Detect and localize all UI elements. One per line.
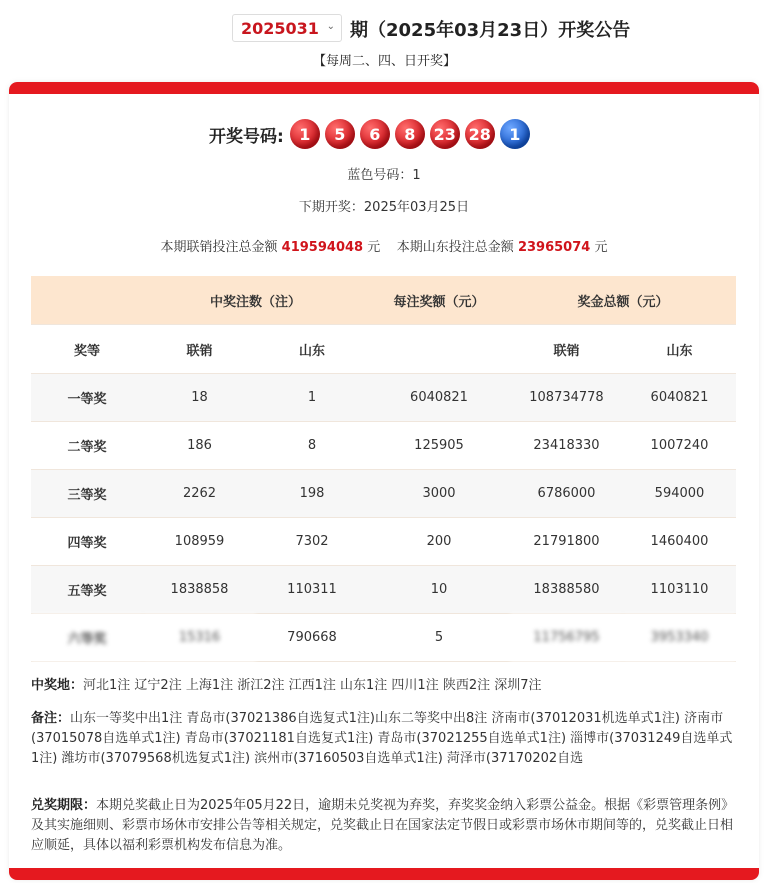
draw-schedule: 【每周二、四、日开奖】 — [312, 54, 456, 69]
table-cell: 108959 — [143, 518, 256, 566]
table-cell: 110311 — [256, 566, 368, 614]
sales-summary — [9, 236, 759, 255]
table-cell: 790668 — [256, 614, 368, 662]
table-row — [31, 470, 736, 518]
prize-level-cell: 二等奖 — [31, 422, 143, 470]
table-cell: 198 — [256, 470, 368, 518]
winners-region — [31, 676, 736, 696]
sd-sales-unit: 元 — [594, 240, 608, 255]
table-cell: 1103110 — [623, 566, 736, 614]
header-cell: 奖等 — [31, 325, 143, 374]
card-bottom-bar — [9, 868, 759, 880]
table-cell: 6040821 — [368, 374, 510, 422]
table-cell: 7302 — [256, 518, 368, 566]
table-cell: 10 — [368, 566, 510, 614]
winning-numbers-label: 开奖号码: — [209, 126, 284, 147]
table-group-header — [31, 276, 736, 325]
page-title: 期（2025年03月23日）开奖公告 — [350, 20, 631, 41]
table-sub-header — [31, 325, 736, 374]
issue-number: 2025031 — [241, 19, 319, 38]
prize-level-cell: 三等奖 — [31, 470, 143, 518]
prize-table — [31, 276, 736, 662]
table-cell: 23418330 — [510, 422, 623, 470]
table-cell: 18 — [143, 374, 256, 422]
table-cell: 11756795 — [510, 614, 623, 662]
deadline-label: 兑奖期限： — [31, 798, 97, 813]
table-cell: 6786000 — [510, 470, 623, 518]
table-row — [31, 518, 736, 566]
next-draw-line: 下期开奖：2025年03月25日 — [298, 200, 470, 215]
table-cell: 1007240 — [623, 422, 736, 470]
sales-prefix: 本期联销投注总金额 — [160, 240, 278, 255]
red-ball: 5 — [325, 119, 355, 149]
header-cell: 山东 — [623, 325, 736, 374]
header-cell — [31, 276, 143, 325]
blue-ball: 1 — [500, 119, 530, 149]
table-cell: 125905 — [368, 422, 510, 470]
sd-sales-total: 23965074 — [517, 240, 591, 255]
deadline-text: 本期兑奖截止日为2025年05月22日，逾期未兑奖视为弃奖，弃奖奖金纳入彩票公益金。根据《彩票管理条例》及其实施细则、彩票市场休市安排公告等相关规定，兑奖截止日在国家法定节假日或彩票市场休市期间等的，兑奖截止日相应顺延，具体以福利彩票机构发布信息为准。 — [31, 798, 735, 853]
table-cell: 18388580 — [510, 566, 623, 614]
table-row — [31, 566, 736, 614]
table-cell: 2262 — [143, 470, 256, 518]
prize-level-cell: 一等奖 — [31, 374, 143, 422]
table-cell: 1460400 — [623, 518, 736, 566]
table-cell: 200 — [368, 518, 510, 566]
header-cell: 联销 — [510, 325, 623, 374]
sd-sales-prefix: 本期山东投注总金额 — [396, 240, 514, 255]
red-ball: 23 — [430, 119, 460, 149]
page-header — [0, 12, 769, 48]
red-ball: 1 — [290, 119, 320, 149]
table-cell: 3000 — [368, 470, 510, 518]
red-ball: 28 — [465, 119, 495, 149]
remark-label: 备注： — [31, 711, 71, 726]
winners-text: 河北1注 辽宁2注 上海1注 浙江2注 江西1注 山东1注 四川1注 陕西2注 深圳7注 — [83, 678, 542, 693]
issue-select[interactable] — [232, 14, 342, 42]
card-top-bar — [9, 82, 759, 94]
sales-total: 419594048 — [281, 240, 364, 255]
table-cell: 15316 — [143, 614, 256, 662]
table-cell: 21791800 — [510, 518, 623, 566]
chevron-down-icon: ⌄ — [326, 21, 335, 32]
header-cell: 中奖注数（注） — [143, 276, 368, 325]
table-cell: 186 — [143, 422, 256, 470]
table-cell: 1838858 — [143, 566, 256, 614]
header-cell: 奖金总额（元） — [510, 276, 736, 325]
result-card — [9, 82, 759, 880]
prize-level-cell: 六等奖 — [31, 614, 143, 662]
prize-level-cell: 五等奖 — [31, 566, 143, 614]
table-cell: 594000 — [623, 470, 736, 518]
red-ball: 6 — [360, 119, 390, 149]
table-cell: 1 — [256, 374, 368, 422]
sales-unit: 元 — [367, 240, 381, 255]
deadline-region — [31, 796, 736, 856]
header-cell: 联销 — [143, 325, 256, 374]
remark-text: 山东一等奖中出1注 青岛市(37021386自选复式1注)山东二等奖中出8注 济南市(37012031机选单式1注) 济南市(37015078自选单式1注) 青岛市(37021181自选复式1注) 青岛市(37021255自选单式1注) 淄博市(37031249自选单式1注) 潍坊市(37079568机选复式1注) 滨州市(37160503自选单式1注) 菏泽市(37170202自选 — [31, 711, 733, 766]
table-cell: 6040821 — [623, 374, 736, 422]
header-cell: 山东 — [256, 325, 368, 374]
table-row — [31, 422, 736, 470]
winning-numbers — [209, 118, 535, 150]
winners-label: 中奖地： — [31, 678, 84, 693]
table-cell: 5 — [368, 614, 510, 662]
remark-region — [31, 709, 736, 769]
table-row — [31, 374, 736, 422]
blue-number-line: 蓝色号码：1 — [347, 168, 421, 183]
header-cell — [368, 325, 510, 374]
header-cell: 每注奖额（元） — [368, 276, 510, 325]
table-cell: 3953340 — [623, 614, 736, 662]
table-cell: 8 — [256, 422, 368, 470]
red-ball: 8 — [395, 119, 425, 149]
table-cell: 108734778 — [510, 374, 623, 422]
prize-level-cell: 四等奖 — [31, 518, 143, 566]
table-row — [31, 614, 736, 662]
